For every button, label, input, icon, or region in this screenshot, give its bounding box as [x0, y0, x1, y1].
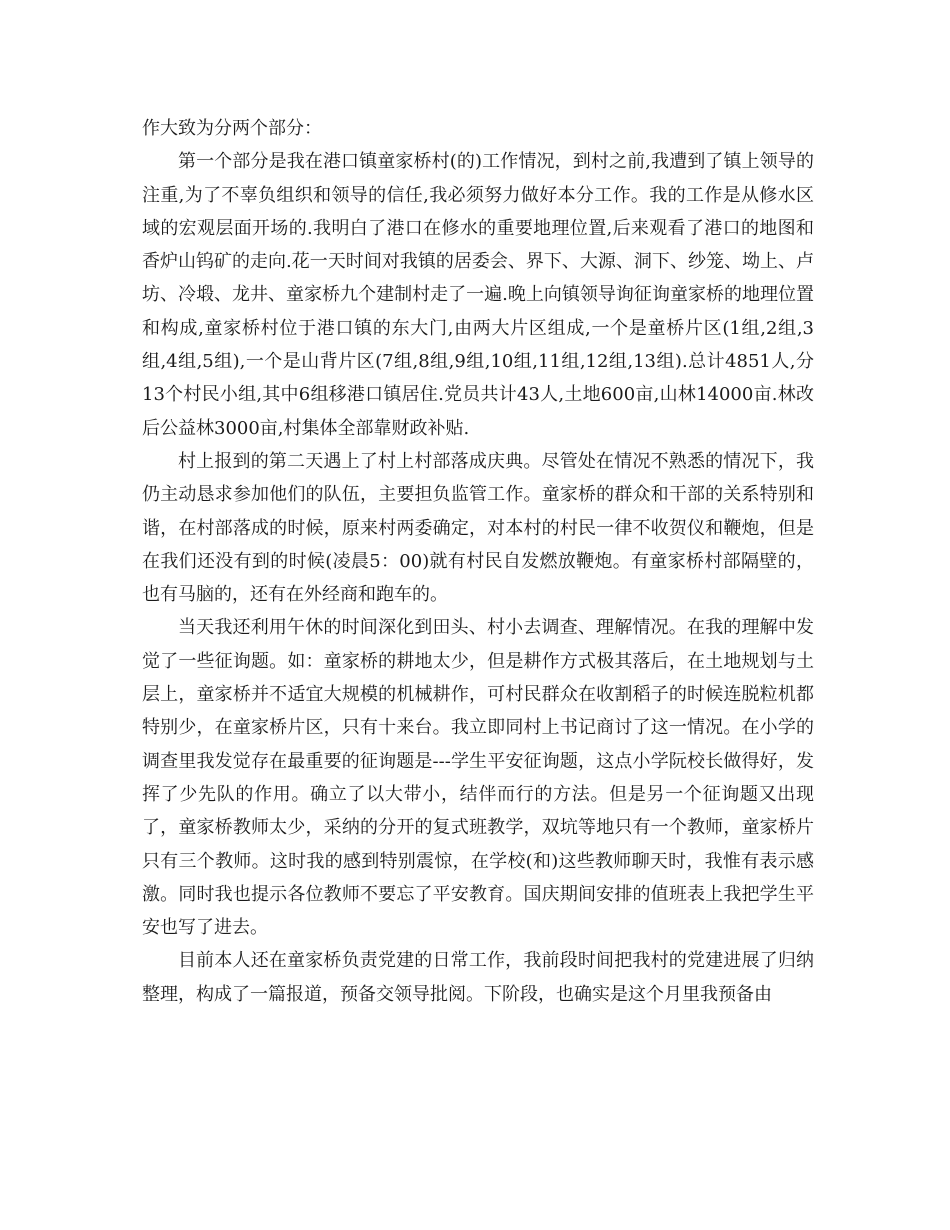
document-body — [142, 112, 814, 1011]
paragraph-party-building: 目前本人还在童家桥负责党建的日常工作，我前段时间把我村的党建进展了归纳整理，构成了一篇报道，预备交领导批阅。下阶段，也确实是这个月里我预备由 — [142, 950, 814, 1005]
paragraph-field-investigation: 当天我还利用午休的时间深化到田头、村小去调查、理解情况。在我的理解中发觉了一些征询题。如：童家桥的耕地太少，但是耕作方式极其落后，在土地规划与土层上，童家桥并不适宜大规模的机械耕作，可村民群众在收割稻子的时候连脱粒机都特别少，在童家桥片区，只有十来台。我立即同村上书记商讨了这一情况。在小学的调查里我发觉存在最重要的征询题是---学生平安征询题，这点小学阮校长做得好，发挥了少先队的作用。确立了以大带小，结伴而行的方法。但是另一个征询题又出现了，童家桥教师太少，采纳的分开的复式班教学，双坑等地只有一个教师，童家桥片只有三个教师。这时我的感到特别震惊，在学校(和)这些教师聊天时，我惟有表示感激。同时我也提示各位教师不要忘了平安教育。国庆期间安排的值班表上我把学生平安也写了进去。 — [142, 617, 814, 939]
paragraph-continuation: 作大致为分两个部分： — [142, 118, 322, 139]
paragraph-celebration: 村上报到的第二天遇上了村上村部落成庆典。尽管处在情况不熟悉的情况下，我仍主动恳求参加他们的队伍，主要担负监管工作。童家桥的群众和干部的关系特别和谐，在村部落成的时候，原来村两委确定，对本村的村民一律不收贺仪和鞭炮，但是在我们还没有到的时候(凌晨5：00)就有村民自发燃放鞭炮。有童家桥村部隔壁的，也有马脑的，还有在外经商和跑车的。 — [142, 450, 814, 606]
paragraph-work-situation: 第一个部分是我在港口镇童家桥村(的)工作情况，到村之前,我遭到了镇上领导的注重,为了不辜负组织和领导的信任,我必须努力做好本分工作。我的工作是从修水区域的宏观层面开场的.我明白了港口在修水的重要地理位置,后来观看了港口的地图和香炉山钨矿的走向.花一天时间对我镇的居委会、界下、大源、洞下、纱笼、坳上、卢坊、冷塅、龙井、童家桥九个建制村走了一遍.晚上向镇领导询征询童家桥的地理位置和构成,童家桥村位于港口镇的东大门,由两大片区组成,一个是童桥片区(1组,2组,3组,4组,5组),一个是山背片区(7组,8组,9组,10组,11组,12组,13组).总计4851人,分13个村民小组,其中6组移港口镇居住.党员共计43人,土地600亩,山林14000亩.林改后公益林3000亩,村集体全部靠财政补贴. — [142, 151, 814, 439]
